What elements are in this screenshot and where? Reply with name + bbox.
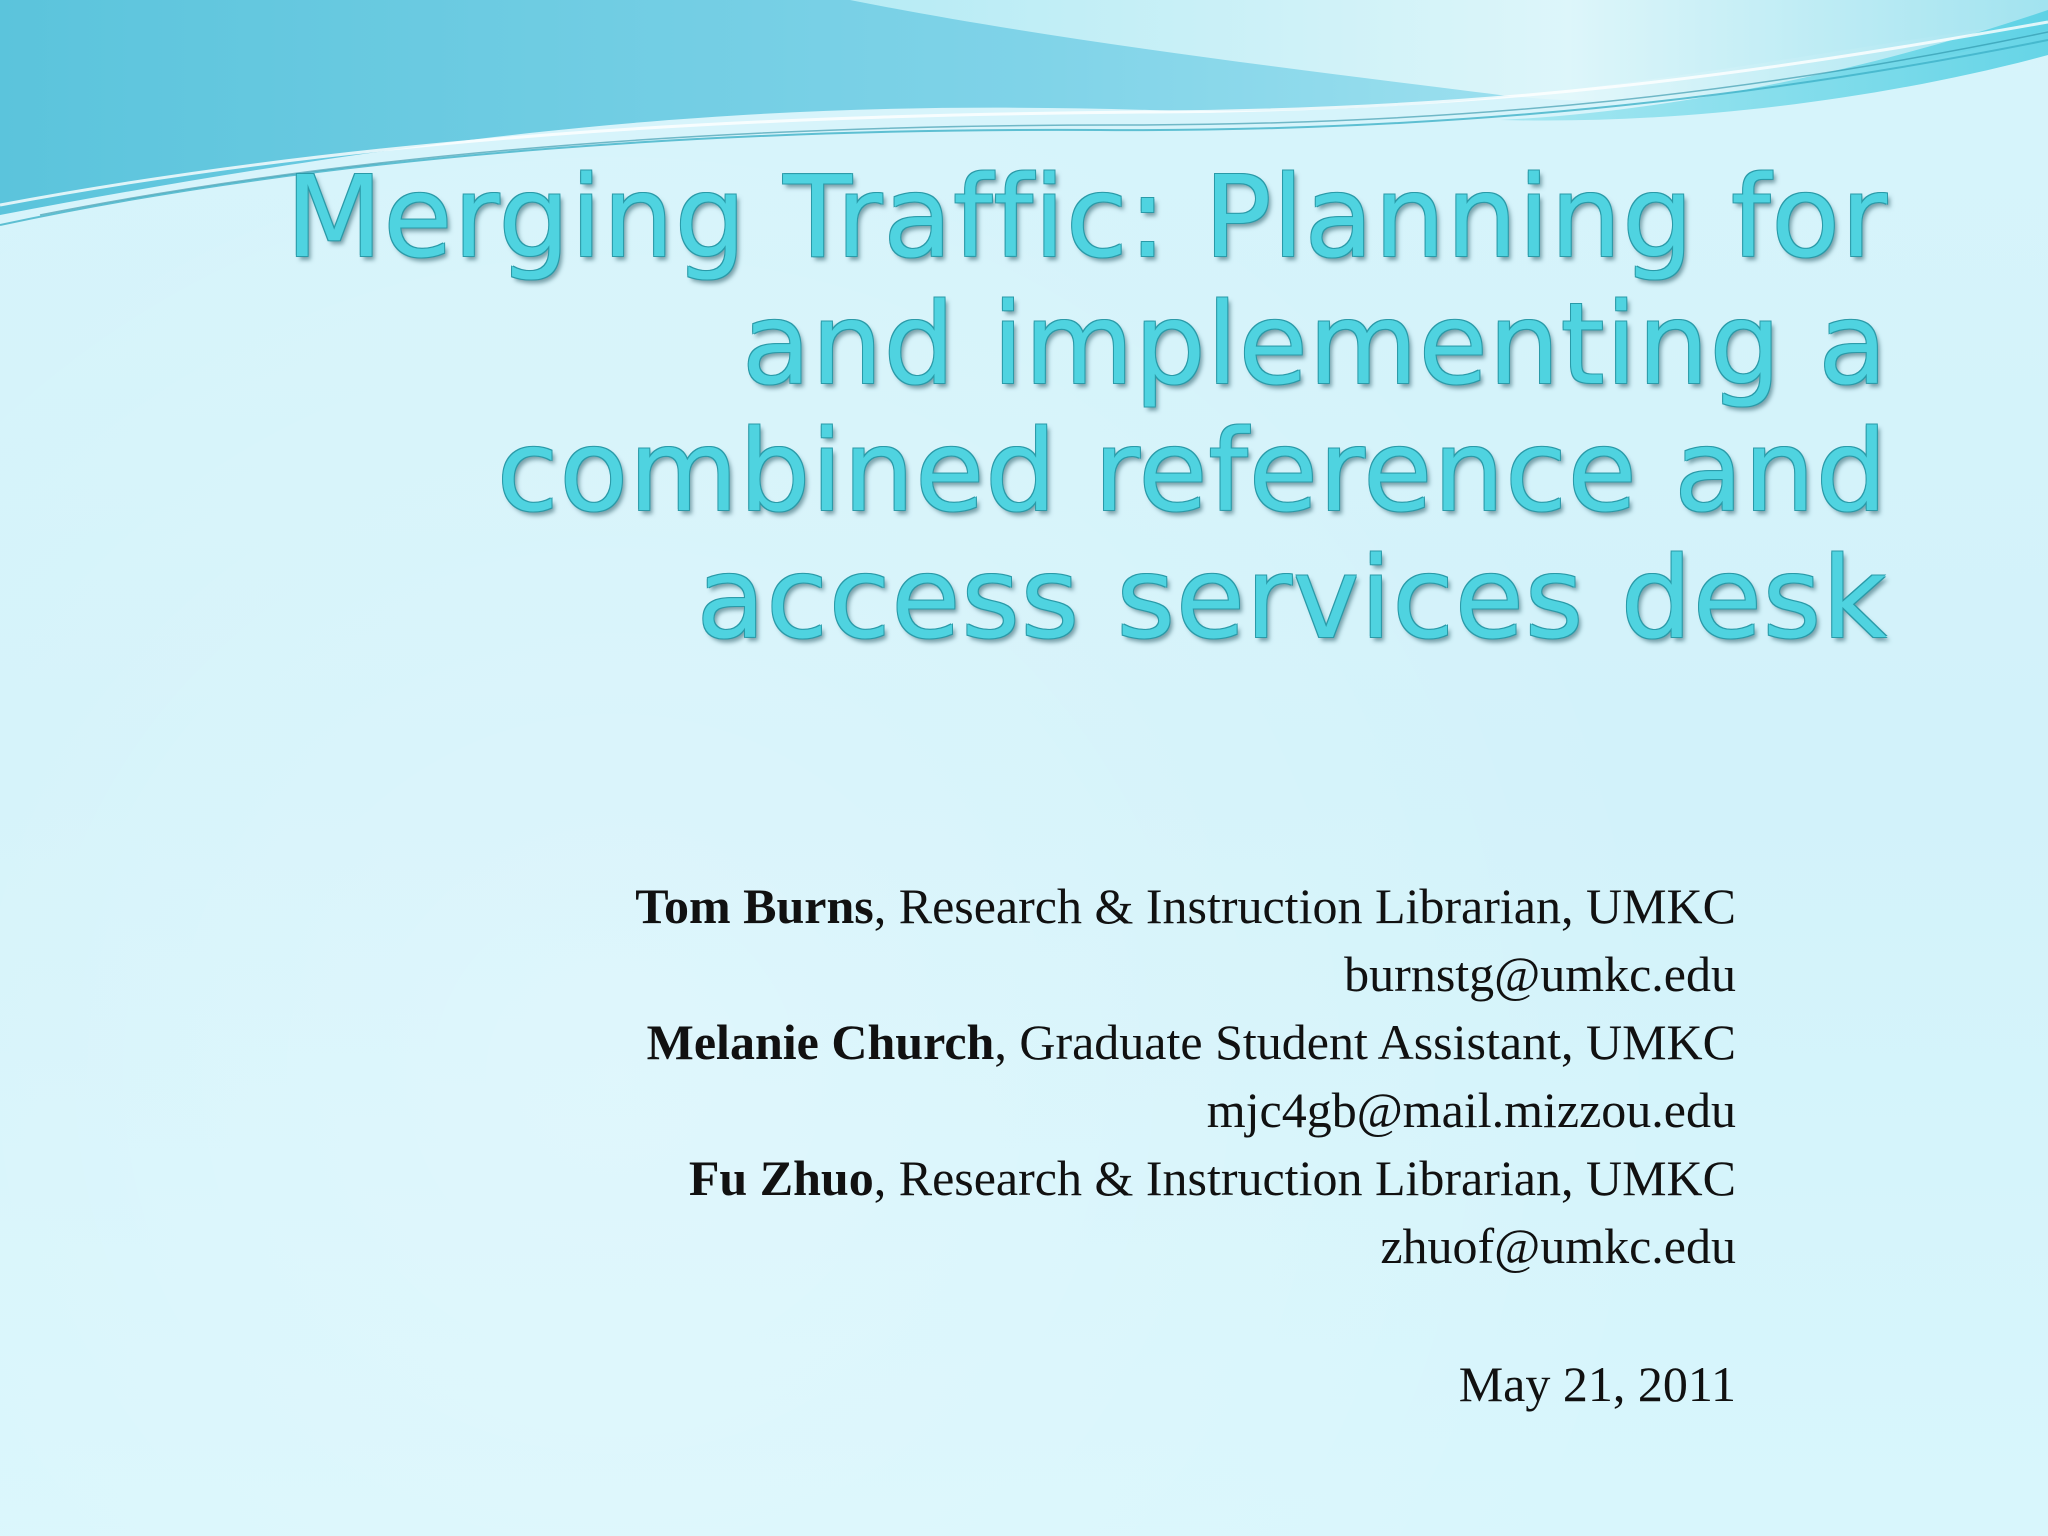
presenter-email: mjc4gb@mail.mizzou.edu (1206, 1082, 1736, 1138)
slide-title (188, 155, 1888, 663)
presenter-role: , Graduate Student Assistant, UMKC (994, 1014, 1736, 1070)
presenter-email: zhuof@umkc.edu (1380, 1218, 1736, 1274)
title-line: and implementing a (742, 280, 1888, 410)
presenter-email: burnstg@umkc.edu (1344, 946, 1736, 1002)
presenter-list (336, 872, 1736, 1280)
presenter-role: , Research & Instruction Librarian, UMKC (873, 1150, 1736, 1206)
title-line: Merging Traffic: Planning for (285, 153, 1888, 283)
presenter-line (336, 1144, 1736, 1212)
presenter-line (336, 872, 1736, 940)
presenter-name: Melanie Church (646, 1014, 995, 1070)
presenter-role: , Research & Instruction Librarian, UMKC (873, 878, 1736, 934)
presenter-name: Fu Zhuo (688, 1150, 874, 1206)
presenter-line (336, 1008, 1736, 1076)
presentation-date: May 21, 2011 (1458, 1356, 1736, 1412)
title-line: combined reference and (496, 407, 1888, 537)
title-line: access services desk (696, 534, 1888, 664)
presenter-name: Tom Burns (635, 878, 874, 934)
